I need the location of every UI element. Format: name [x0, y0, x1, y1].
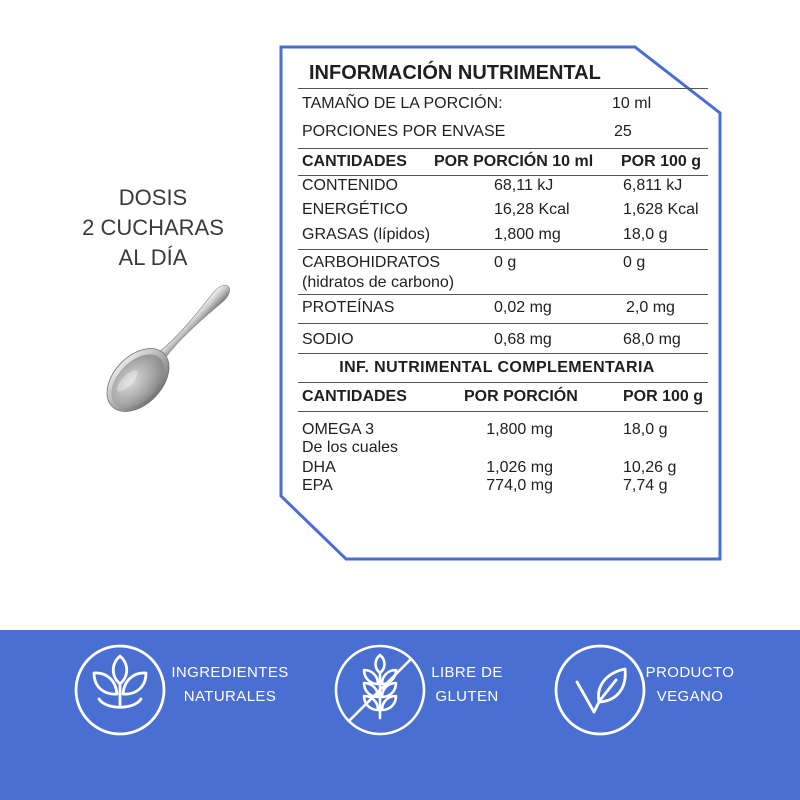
complementary-note-row [0, 438, 800, 458]
per-100g-value: 18,0 g [623, 226, 668, 243]
nutrient-row [0, 200, 800, 220]
feature-label [150, 661, 310, 709]
header-per-100g: POR 100 g [623, 388, 704, 405]
per-100g-value: 68,0 mg [623, 331, 681, 348]
per-100g-value: 7,74 g [623, 477, 668, 494]
nutrient-row [0, 225, 800, 245]
complementary-note: De los cuales [302, 439, 399, 456]
per-serving-value: 0 g [494, 254, 517, 271]
per-100g-value: 18,0 g [623, 421, 668, 438]
servings-per-container-value: 25 [614, 123, 632, 140]
feature-label-line: VEGANO [656, 688, 724, 705]
divider [298, 323, 708, 324]
per-serving-value: 16,28 Kcal [494, 201, 570, 218]
feature-label-line: INGREDIENTES [171, 664, 289, 681]
nutrient-row [0, 253, 800, 273]
main-table-header [0, 152, 800, 172]
nutrient-name: PROTEÍNAS [302, 299, 395, 316]
per-serving-value: 0,68 mg [494, 331, 552, 348]
per-100g-value: 0 g [623, 254, 646, 271]
nutrient-name-line2: (hidratos de carbono) [302, 274, 455, 291]
per-100g-value: 6,811 kJ [623, 177, 683, 194]
header-quantities: CANTIDADES [302, 388, 407, 405]
complementary-table-header [0, 387, 800, 407]
divider [298, 294, 708, 295]
header-quantities: CANTIDADES [302, 153, 407, 170]
nutrient-row [0, 176, 800, 196]
header-per-serving: POR PORCIÓN [464, 388, 578, 405]
divider [298, 382, 708, 383]
feature-label-line: NATURALES [183, 688, 277, 705]
nutrient-row [0, 298, 800, 318]
nutrient-name: EPA [302, 477, 333, 494]
nutrient-name: OMEGA 3 [302, 421, 375, 438]
divider [298, 88, 708, 89]
serving-size-label: TAMAÑO DE LA PORCIÓN: [302, 95, 503, 112]
nutrient-name: ENERGÉTICO [302, 201, 408, 218]
nutrient-row-continuation [0, 273, 800, 293]
per-serving-value: 1,026 mg [486, 459, 553, 476]
nutrient-row [0, 330, 800, 350]
servings-per-container-label: PORCIONES POR ENVASE [302, 123, 506, 140]
complementary-row [0, 458, 800, 478]
per-100g-value: 2,0 mg [626, 299, 675, 316]
divider [298, 148, 708, 149]
per-serving-value: 1,800 mg [486, 421, 553, 438]
feature-label [610, 661, 770, 709]
nutrient-name: SODIO [302, 331, 354, 348]
feature-label-line: PRODUCTO [645, 664, 735, 681]
complementary-row [0, 420, 800, 440]
dosage-line: DOSIS [118, 185, 188, 210]
divider [298, 353, 708, 354]
per-100g-value: 10,26 g [623, 459, 677, 476]
nutrient-name: CONTENIDO [302, 177, 398, 194]
per-100g-value: 1,628 Kcal [623, 201, 699, 218]
serving-size-value: 10 ml [612, 95, 652, 112]
label-title: INFORMACIÓN NUTRIMENTAL [309, 62, 601, 84]
per-serving-value: 1,800 mg [494, 226, 561, 243]
nutrient-name: GRASAS (lípidos) [302, 226, 431, 243]
divider [298, 411, 708, 412]
per-serving-value: 68,11 kJ [494, 177, 554, 194]
nutrient-name: DHA [302, 459, 336, 476]
header-per-100g: POR 100 g [621, 153, 702, 170]
feature-label-line: LIBRE DE [431, 664, 503, 681]
nutrient-name: CARBOHIDRATOS [302, 254, 441, 271]
serving-size-row [0, 94, 800, 114]
per-serving-value: 0,02 mg [494, 299, 552, 316]
feature-band [0, 630, 800, 800]
complementary-title: INF. NUTRIMENTAL COMPLEMENTARIA [339, 359, 655, 376]
dosage-line: AL DÍA [118, 245, 188, 270]
complementary-row [0, 476, 800, 496]
header-per-serving: POR PORCIÓN 10 ml [434, 153, 594, 170]
servings-per-container-row [0, 122, 800, 142]
dosage-line: 2 CUCHARAS [82, 215, 224, 240]
feature-label [387, 661, 547, 709]
per-serving-value: 774,0 mg [486, 477, 553, 494]
feature-label-line: GLUTEN [435, 688, 499, 705]
divider [298, 249, 708, 250]
